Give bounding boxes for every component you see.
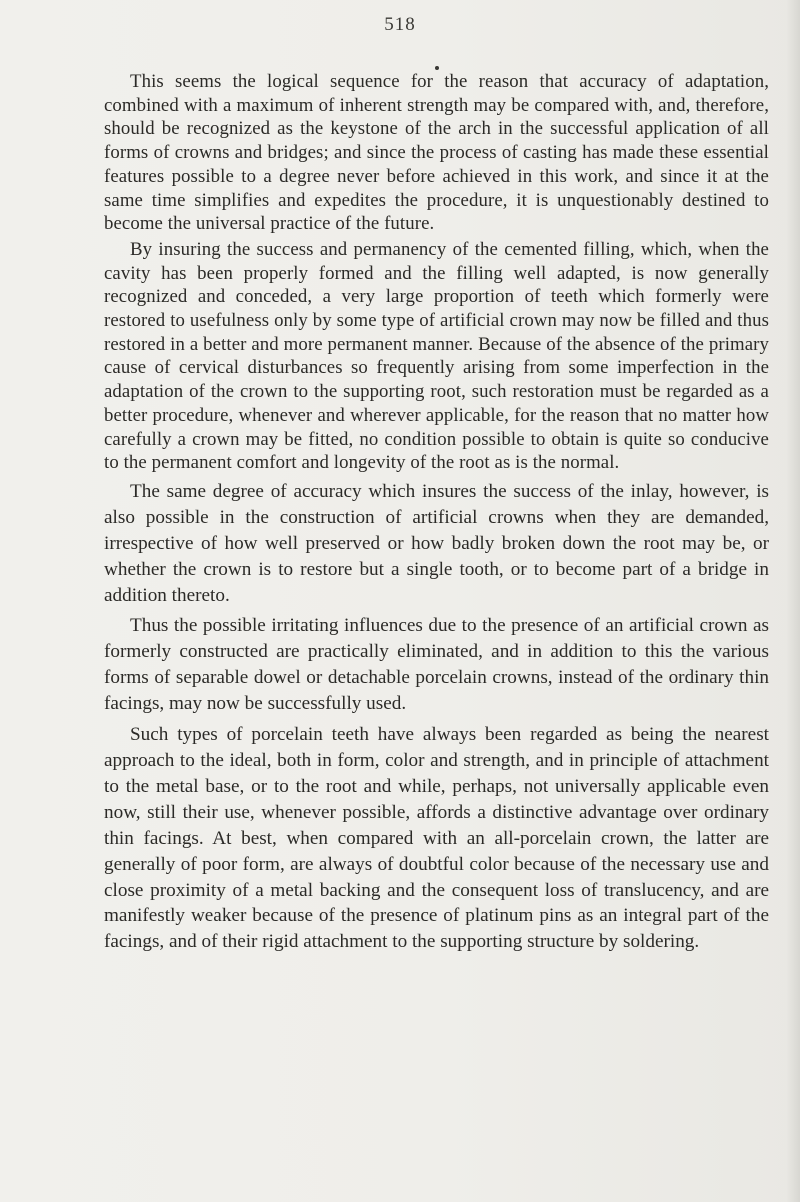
paragraph-5: Such types of porcelain teeth have always been regarded as being the nearest approach to the ideal, both in form, color and strength, and in principle of attachment to the metal base, or to the root and while, perhaps, not universally applicable even now, still their use, whenever possible, affords a distinctive advantage over ordinary thin facings. At best, when compared with an all-porcelain crown, the latter are generally of poor form, are always of doubtful color because of the necessary use and close proximity of a metal backing and the consequent loss of translucency, and are manifestly weaker because of the presence of platinum pins as an integral part of the facings, and of their rigid attachment to the supporting structure by soldering. xyxy=(104,724,769,953)
paragraph-1: This seems the logical sequence for the reason that accuracy of adaptation, combined with a maximum of inherent strength may be compared with, and, therefore, should be recognized as the keystone of the arch in the successful application of all forms of crowns and bridges; and since the process of casting has made these essential features possible to a degree never before achieved in this work, and since it at the same time simplifies and expedites the procedure, it is unquestionably destined to become the universal practice of the future. xyxy=(104,71,769,235)
page-number: 518 xyxy=(384,14,416,35)
paragraph-2: By insuring the success and permanency of the cemented filling, which, when the cavity has been properly formed and the filling well adapted, is now generally recognized and conceded, a very large proportion of teeth which formerly were restored to usefulness only by some type of artificial crown may now be filled and thus restored in a better and more permanent manner. Because of the absence of the primary cause of cervical disturbances so frequently arising from some imperfection in the adaptation of the crown to the supporting root, such restoration must be regarded as a better procedure, whenever and wherever applicable, for the reason that no matter how carefully a crown may be fitted, no condition possible to obtain is quite so conducive to the permanent comfort and longevity of the root as is the normal. xyxy=(104,238,769,474)
page-text-body xyxy=(104,70,769,960)
paragraph-3: The same degree of accuracy which insures the success of the inlay, however, is also possible in the construction of artificial crowns when they are demanded, irrespective of how well preserved or how badly broken down the root may be, or whether the crown is to restore but a single tooth, or to become part of a bridge in addition thereto. xyxy=(104,480,769,606)
paragraph-4: Thus the possible irritating influences due to the presence of an artificial crown as formerly constructed are practically eliminated, and in addition to this the various forms of separable dowel or detachable porcelain crowns, instead of the ordinary thin facings, may now be successfully used. xyxy=(104,615,769,715)
page-edge-shadow xyxy=(786,0,800,1202)
